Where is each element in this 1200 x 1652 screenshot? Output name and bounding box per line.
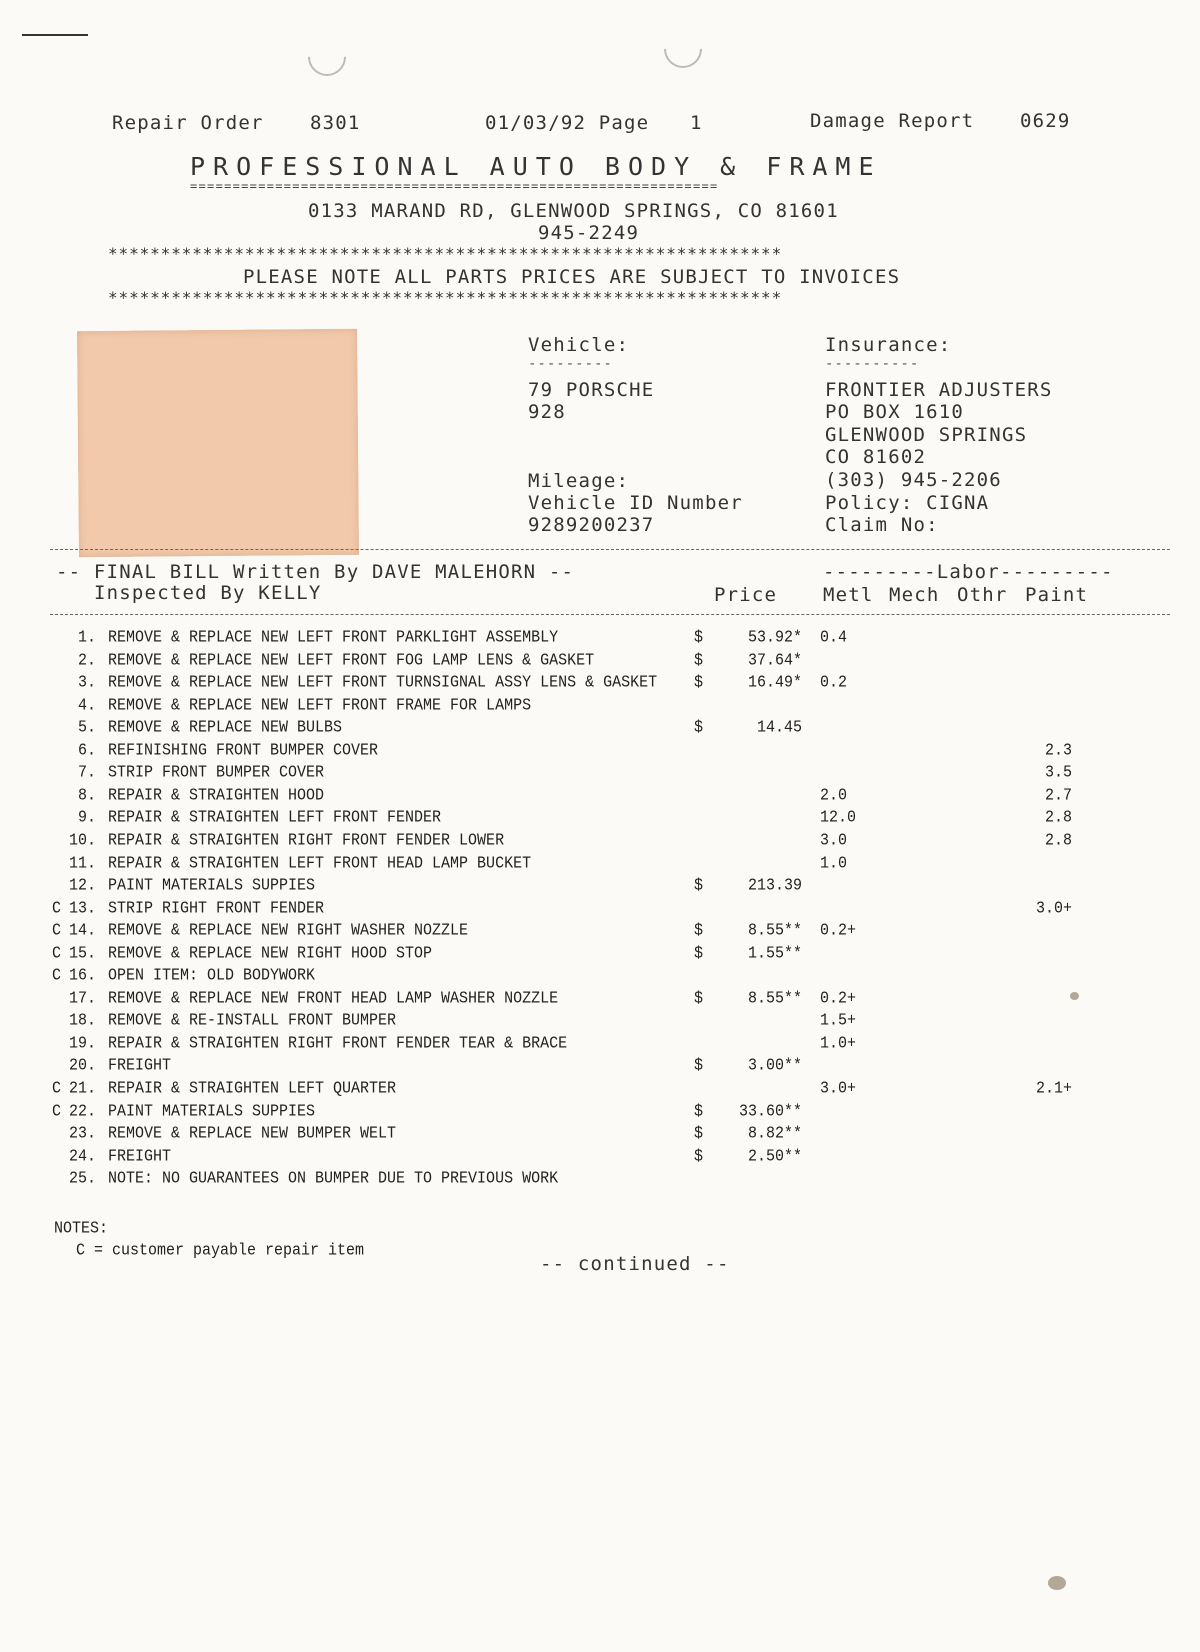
item-number: 9. <box>77 808 96 828</box>
item-description: PAINT MATERIALS SUPPIES <box>108 876 316 896</box>
section-divider-bottom <box>50 614 1170 615</box>
star-rule-top: **************************************************************** <box>108 244 783 263</box>
punch-hole-left <box>300 30 354 84</box>
insurer-state-zip: CO 81602 <box>825 446 927 468</box>
table-row <box>0 1011 1200 1031</box>
dollar-sign: $ <box>694 718 704 738</box>
col-mech: Mech <box>889 584 940 606</box>
item-price: 8.55** <box>747 921 802 941</box>
table-row <box>0 831 1200 851</box>
shop-name: PROFESSIONAL AUTO BODY & FRAME <box>190 152 882 181</box>
labor-paint-hours: 2.7 <box>1044 785 1072 805</box>
item-description: PAINT MATERIALS SUPPIES <box>108 1101 316 1121</box>
table-row <box>0 989 1200 1009</box>
customer-payable-flag: C <box>52 966 62 986</box>
item-number: 13. <box>68 898 96 918</box>
item-price: 1.55** <box>747 943 802 963</box>
col-price: Price <box>714 584 778 606</box>
labor-metal-hours: 12.0 <box>820 808 857 828</box>
customer-payable-flag: C <box>52 898 62 918</box>
labor-paint-hours: 2.8 <box>1044 830 1072 850</box>
table-row <box>0 786 1200 806</box>
item-number: 14. <box>68 921 96 941</box>
dollar-sign: $ <box>694 1124 704 1144</box>
continued-marker: -- continued -- <box>540 1253 730 1275</box>
table-row <box>0 651 1200 671</box>
labor-metal-hours: 1.0 <box>820 853 848 873</box>
dollar-sign: $ <box>694 1101 704 1121</box>
stain-spot-corner <box>1048 1576 1066 1590</box>
claim-number-label: Claim No: <box>825 514 939 536</box>
table-row <box>0 899 1200 919</box>
item-price: 16.49* <box>747 673 802 693</box>
item-price: 37.64* <box>747 650 802 670</box>
table-row <box>0 876 1200 896</box>
item-number: 19. <box>68 1033 96 1053</box>
dollar-sign: $ <box>694 650 704 670</box>
dollar-sign: $ <box>694 876 704 896</box>
vin-label: Vehicle ID Number <box>528 492 743 514</box>
page-number: 1 <box>690 112 703 134</box>
item-description: REMOVE & REPLACE NEW FRONT HEAD LAMP WASHER NOZZLE <box>108 988 559 1008</box>
notes-label: NOTES: <box>54 1219 109 1239</box>
insurance-label-underline: ---------- <box>825 356 920 372</box>
item-number: 4. <box>77 695 96 715</box>
vehicle-model: 928 <box>528 401 566 423</box>
col-metl: Metl <box>823 584 874 606</box>
item-number: 3. <box>77 673 96 693</box>
vin-value: 9289200237 <box>528 514 655 536</box>
table-row <box>0 673 1200 693</box>
item-description: REMOVE & REPLACE NEW BULBS <box>108 718 343 738</box>
pen-mark <box>22 34 88 36</box>
notes-legend: C = customer payable repair item <box>76 1241 365 1261</box>
item-description: REPAIR & STRAIGHTEN LEFT FRONT FENDER <box>108 808 442 828</box>
section-divider-top <box>50 549 1170 550</box>
inspected-by: Inspected By KELLY <box>94 582 322 604</box>
item-description: REMOVE & REPLACE NEW LEFT FRONT FRAME FOR LAMPS <box>108 695 532 715</box>
vehicle-label-underline: --------- <box>528 356 613 372</box>
table-row <box>0 1056 1200 1076</box>
item-number: 18. <box>68 1011 96 1031</box>
item-number: 6. <box>77 740 96 760</box>
item-description: REFINISHING FRONT BUMPER COVER <box>108 740 379 760</box>
date-page-label: 01/03/92 Page <box>485 112 650 134</box>
labor-paint-hours: 3.0+ <box>1035 898 1072 918</box>
item-description: NOTE: NO GUARANTEES ON BUMPER DUE TO PREVIOUS WORK <box>108 1169 559 1189</box>
item-price: 8.55** <box>747 988 802 1008</box>
punch-hole-right <box>656 22 710 76</box>
vehicle-label: Vehicle: <box>528 334 630 356</box>
policy: Policy: CIGNA <box>825 492 990 514</box>
redaction-sticker <box>77 329 359 557</box>
dollar-sign: $ <box>694 673 704 693</box>
table-row <box>0 718 1200 738</box>
item-price: 3.00** <box>747 1056 802 1076</box>
insurance-label: Insurance: <box>825 334 952 356</box>
item-description: REMOVE & REPLACE NEW LEFT FRONT PARKLIGHT ASSEMBLY <box>108 628 559 648</box>
table-row <box>0 1124 1200 1144</box>
table-row <box>0 741 1200 761</box>
labor-header: ---------Labor--------- <box>823 561 1114 583</box>
item-price: 53.92* <box>747 628 802 648</box>
final-bill-written-by: -- FINAL BILL Written By DAVE MALEHORN -- <box>56 561 575 583</box>
vehicle-model-year: 79 PORSCHE <box>528 379 655 401</box>
item-description: REPAIR & STRAIGHTEN LEFT FRONT HEAD LAMP BUCKET <box>108 853 532 873</box>
table-row <box>0 944 1200 964</box>
item-number: 23. <box>68 1124 96 1144</box>
item-description: FREIGHT <box>108 1146 172 1166</box>
customer-payable-flag: C <box>52 921 62 941</box>
item-price: 8.82** <box>747 1124 802 1144</box>
damage-report-number: 0629 <box>1020 110 1071 132</box>
item-description: REPAIR & STRAIGHTEN HOOD <box>108 785 325 805</box>
labor-paint-hours: 2.1+ <box>1035 1079 1072 1099</box>
dollar-sign: $ <box>694 1056 704 1076</box>
labor-metal-hours: 0.2+ <box>820 988 857 1008</box>
repair-order-label: Repair Order <box>112 112 264 134</box>
dollar-sign: $ <box>694 943 704 963</box>
item-number: 16. <box>68 966 96 986</box>
labor-metal-hours: 0.4 <box>820 628 848 648</box>
table-row <box>0 966 1200 986</box>
item-description: REPAIR & STRAIGHTEN RIGHT FRONT FENDER LOWER <box>108 830 505 850</box>
item-description: FREIGHT <box>108 1056 172 1076</box>
item-number: 11. <box>68 853 96 873</box>
item-number: 10. <box>68 830 96 850</box>
item-number: 12. <box>68 876 96 896</box>
table-row <box>0 763 1200 783</box>
dollar-sign: $ <box>694 988 704 1008</box>
shop-phone: 945-2249 <box>538 222 640 244</box>
table-row <box>0 808 1200 828</box>
insurer-name: FRONTIER ADJUSTERS <box>825 379 1053 401</box>
item-number: 15. <box>68 943 96 963</box>
table-row <box>0 1079 1200 1099</box>
item-description: REMOVE & RE-INSTALL FRONT BUMPER <box>108 1011 397 1031</box>
labor-metal-hours: 3.0+ <box>820 1079 857 1099</box>
item-number: 8. <box>77 785 96 805</box>
item-price: 213.39 <box>747 876 802 896</box>
labor-metal-hours: 3.0 <box>820 830 848 850</box>
table-row <box>0 1034 1200 1054</box>
stain-spot <box>1070 992 1079 1000</box>
item-number: 21. <box>68 1079 96 1099</box>
labor-paint-hours: 2.3 <box>1044 740 1072 760</box>
labor-metal-hours: 0.2 <box>820 673 848 693</box>
item-number: 17. <box>68 988 96 1008</box>
item-description: STRIP FRONT BUMPER COVER <box>108 763 325 783</box>
item-number: 1. <box>77 628 96 648</box>
dollar-sign: $ <box>694 628 704 648</box>
title-double-rule: ============================================================== <box>190 179 719 193</box>
dollar-sign: $ <box>694 921 704 941</box>
item-description: REMOVE & REPLACE NEW BUMPER WELT <box>108 1124 397 1144</box>
mileage-label: Mileage: <box>528 470 630 492</box>
dollar-sign: $ <box>694 1146 704 1166</box>
item-number: 2. <box>77 650 96 670</box>
item-description: REMOVE & REPLACE NEW LEFT FRONT FOG LAMP LENS & GASKET <box>108 650 595 670</box>
insurer-city: GLENWOOD SPRINGS <box>825 424 1028 446</box>
table-row <box>0 1147 1200 1167</box>
shop-address: 0133 MARAND RD, GLENWOOD SPRINGS, CO 81601 <box>308 200 839 222</box>
repair-order-number: 8301 <box>310 112 361 134</box>
col-othr: Othr <box>957 584 1008 606</box>
insurer-phone: (303) 945-2206 <box>825 469 1002 491</box>
item-number: 22. <box>68 1101 96 1121</box>
item-description: REPAIR & STRAIGHTEN RIGHT FRONT FENDER TEAR & BRACE <box>108 1033 568 1053</box>
star-rule-bottom: **************************************************************** <box>108 288 783 307</box>
item-price: 14.45 <box>756 718 802 738</box>
item-number: 20. <box>68 1056 96 1076</box>
labor-paint-hours: 3.5 <box>1044 763 1072 783</box>
table-row <box>0 1102 1200 1122</box>
labor-paint-hours: 2.8 <box>1044 808 1072 828</box>
labor-metal-hours: 0.2+ <box>820 921 857 941</box>
item-description: REMOVE & REPLACE NEW RIGHT WASHER NOZZLE <box>108 921 469 941</box>
col-paint: Paint <box>1025 584 1089 606</box>
item-description: REMOVE & REPLACE NEW RIGHT HOOD STOP <box>108 943 433 963</box>
parts-price-notice: PLEASE NOTE ALL PARTS PRICES ARE SUBJECT TO INVOICES <box>243 266 901 288</box>
item-number: 7. <box>77 763 96 783</box>
item-number: 25. <box>68 1169 96 1189</box>
table-row <box>0 1169 1200 1189</box>
item-description: OPEN ITEM: OLD BODYWORK <box>108 966 316 986</box>
item-number: 24. <box>68 1146 96 1166</box>
insurer-po-box: PO BOX 1610 <box>825 401 965 423</box>
item-price: 33.60** <box>738 1101 802 1121</box>
table-row <box>0 628 1200 648</box>
table-row <box>0 921 1200 941</box>
damage-report-label: Damage Report <box>810 110 975 132</box>
customer-payable-flag: C <box>52 943 62 963</box>
labor-metal-hours: 1.0+ <box>820 1033 857 1053</box>
item-description: STRIP RIGHT FRONT FENDER <box>108 898 325 918</box>
labor-metal-hours: 2.0 <box>820 785 848 805</box>
item-price: 2.50** <box>747 1146 802 1166</box>
item-description: REPAIR & STRAIGHTEN LEFT QUARTER <box>108 1079 397 1099</box>
labor-metal-hours: 1.5+ <box>820 1011 857 1031</box>
table-row <box>0 854 1200 874</box>
customer-payable-flag: C <box>52 1101 62 1121</box>
item-description: REMOVE & REPLACE NEW LEFT FRONT TURNSIGNAL ASSY LENS & GASKET <box>108 673 658 693</box>
table-row <box>0 696 1200 716</box>
customer-payable-flag: C <box>52 1079 62 1099</box>
item-number: 5. <box>77 718 96 738</box>
